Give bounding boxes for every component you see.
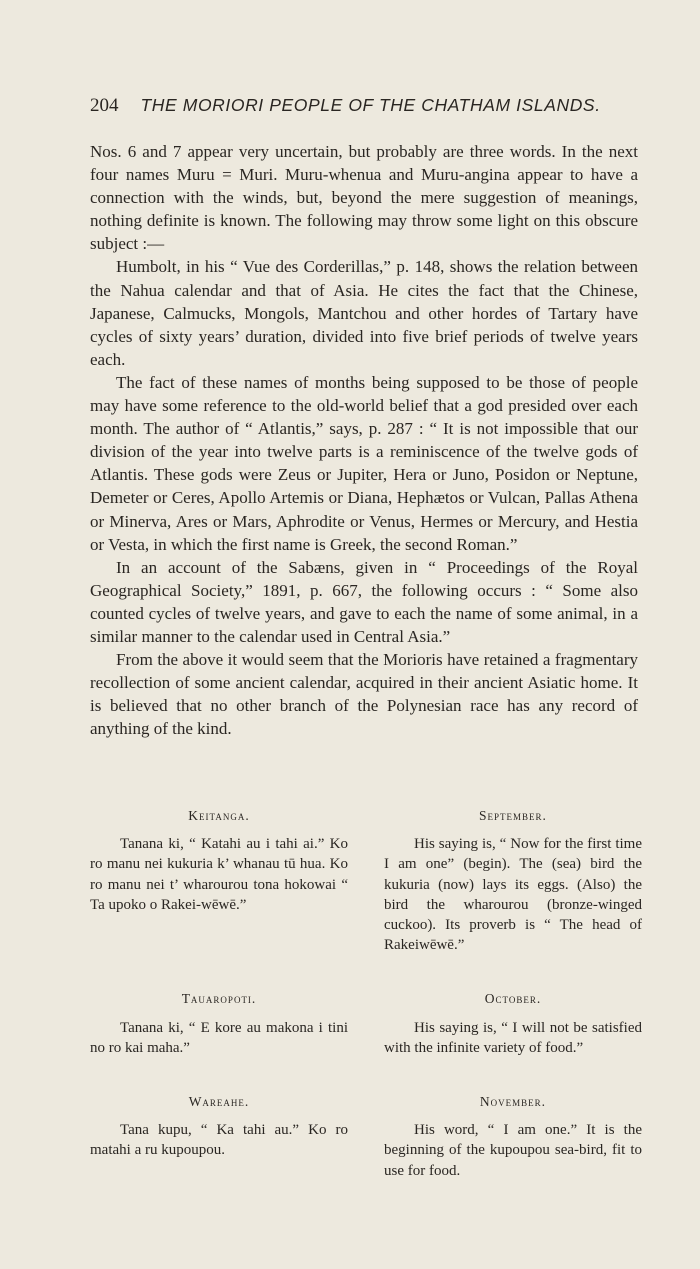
month-row [90, 1092, 642, 1181]
body-text [90, 140, 638, 740]
paragraph: From the above it would seem that the Morioris have retained a fragmentary recollection of some ancient calendar, acquired in their ancient Asiatic home. It is believed that no other branch of the Polynesian race has any record of anything of the kind. [90, 650, 638, 739]
moriori-month-text: Tanana ki, “ Katahi au i tahi ai.” Ko ro manu nei kukuria k’ whanau tū hua. Ko ro manu nei t’ wharourou tona hokowai “ Ta upoko o Rakei-wēwē.” [90, 836, 348, 913]
moriori-column [90, 989, 348, 1058]
paragraph: Nos. 6 and 7 appear very uncertain, but probably are three words. In the next four names Muru = Muri. Muru-whenua and Muru-angina appear to have a connection with the winds, but, beyond the mere suggestion of meanings, nothing definite is known. The following may throw some light on this obscure subject :— [90, 142, 638, 254]
english-column [384, 806, 642, 955]
english-month-heading: November. [479, 1094, 547, 1110]
moriori-month-heading: Tauaropoti. [181, 991, 257, 1007]
english-month-heading: October. [484, 991, 542, 1007]
moriori-column [90, 1092, 348, 1181]
month-row [90, 806, 642, 955]
running-title: THE MORIORI PEOPLE OF THE CHATHAM ISLANDS. [140, 95, 601, 115]
english-month-heading: September. [479, 808, 547, 823]
english-month-text: His word, “ I am one.” It is the beginning of the kupoupou sea-bird, fit to use for food. [384, 1122, 642, 1179]
moriori-month-text: Tanana ki, “ E kore au makona i tini no ro kai maha.” [90, 1019, 348, 1056]
moriori-month-heading: Wareahe. [188, 1094, 250, 1110]
paragraph: The fact of these names of months being supposed to be those of people may have some reference to the old-world belief that a god presided over each month. The author of “ Atlantis,” says, p. 287 : “ It is not impossible that our division of the year into twelve parts is a reminiscence of the twelve gods of Atlantis. These gods were Zeus or Jupiter, Hera or Juno, Posidon or Neptune, Demeter or Ceres, Apollo Artemis or Diana, Hephætos or Vulcan, Pallas Athena or Minerva, Ares or Mars, Aphrodite or Venus, Hermes or Mercury, and Hestia or Vesta, in which the first name is Greek, the second Roman.” [90, 372, 638, 554]
moriori-month-heading: Keitanga. [188, 808, 250, 823]
english-column [384, 1092, 642, 1181]
moriori-month-text: Tana kupu, “ Ka tahi au.” Ko ro matahi a ru kupoupou. [90, 1122, 348, 1159]
english-month-text: His saying is, “ I will not be satisfied with the infinite variety of food.” [384, 1019, 642, 1056]
paragraph: In an account of the Sabæns, given in “ Proceedings of the Royal Geographical Society,” 1891, p. 667, the following occurs : “ Some also counted cycles of twelve years, and gave to each the name of some animal, in a similar manner to the calendar used in Central Asia.” [90, 557, 638, 646]
english-column [384, 989, 642, 1058]
paragraph: Humbolt, in his “ Vue des Corderillas,” p. 148, shows the relation between the Nahua calendar and that of Asia. He cites the fact that the Chinese, Japanese, Calmucks, Mongols, Mantchou and other hordes of Tartary have cycles of sixty years’ duration, divided into five brief periods of twelve years each. [90, 257, 638, 369]
english-month-text: His saying is, “ Now for the first time I am one” (begin). The (sea) bird the kukuria (now) lays its eggs. (Also) the bird the wharourou (bronze-winged cuckoo). Its proverb is “ The head of Rakeiwēwē.” [384, 836, 642, 954]
moriori-column [90, 806, 348, 955]
month-translations [90, 806, 642, 1215]
month-row [90, 989, 642, 1058]
page-number: 204 [90, 95, 119, 116]
running-header [90, 95, 650, 117]
